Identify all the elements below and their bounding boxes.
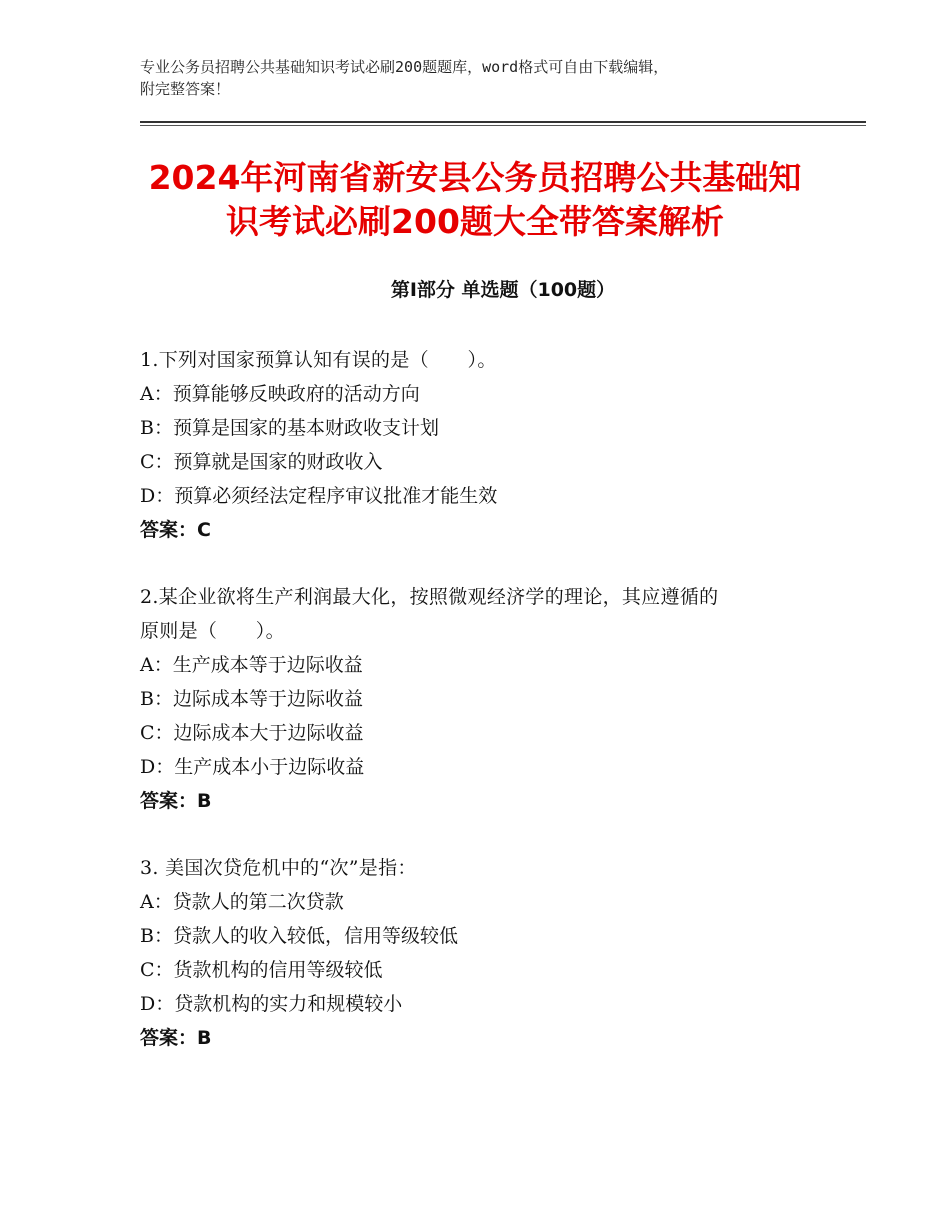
question-item [140, 580, 820, 818]
question-option: A：生产成本等于边际收益 [140, 654, 363, 676]
question-answer: 答案：C [140, 519, 211, 541]
question-item [140, 343, 820, 547]
question-option: C：货款机构的信用等级较低 [140, 959, 383, 981]
question-option: B：边际成本等于边际收益 [140, 688, 363, 710]
question-item [140, 851, 820, 1055]
question-option: A：预算能够反映政府的活动方向 [140, 383, 420, 405]
question-list [140, 343, 820, 1088]
header-note-line: 专业公务员招聘公共基础知识考试必刷200题题库，word格式可自由下载编辑， [140, 58, 669, 76]
header-divider [140, 121, 866, 123]
question-option: B：贷款人的收入较低，信用等级较低 [140, 925, 458, 947]
question-stem: 2.某企业欲将生产利润最大化，按照微观经济学的理论，其应遵循的 [140, 586, 719, 608]
question-option: D：生产成本小于边际收益 [140, 756, 365, 778]
section-heading: 第Ⅰ部分 单选题（100题） [390, 279, 616, 301]
question-option: B：预算是国家的基本财政收支计划 [140, 417, 439, 439]
page-title-line: 识考试必刷200题大全带答案解析 [226, 202, 724, 241]
question-answer: 答案：B [140, 1027, 212, 1049]
page-title [120, 156, 830, 244]
header-note [140, 56, 820, 100]
question-option: A：贷款人的第二次贷款 [140, 891, 344, 913]
page-title-line: 2024年河南省新安县公务员招聘公共基础知 [148, 158, 802, 197]
question-option: C：预算就是国家的财政收入 [140, 451, 383, 473]
question-stem: 1.下列对国家预算认知有误的是（ ）。 [140, 349, 497, 371]
header-divider-thin [140, 125, 866, 126]
question-stem: 原则是（ ）。 [140, 620, 285, 642]
question-answer: 答案：B [140, 790, 212, 812]
question-option: D：预算必须经法定程序审议批准才能生效 [140, 485, 498, 507]
question-option: C：边际成本大于边际收益 [140, 722, 364, 744]
question-option: D：贷款机构的实力和规模较小 [140, 993, 403, 1015]
header-note-line: 附完整答案！ [140, 80, 231, 98]
question-stem: 3. 美国次贷危机中的“次”是指： [140, 857, 417, 879]
